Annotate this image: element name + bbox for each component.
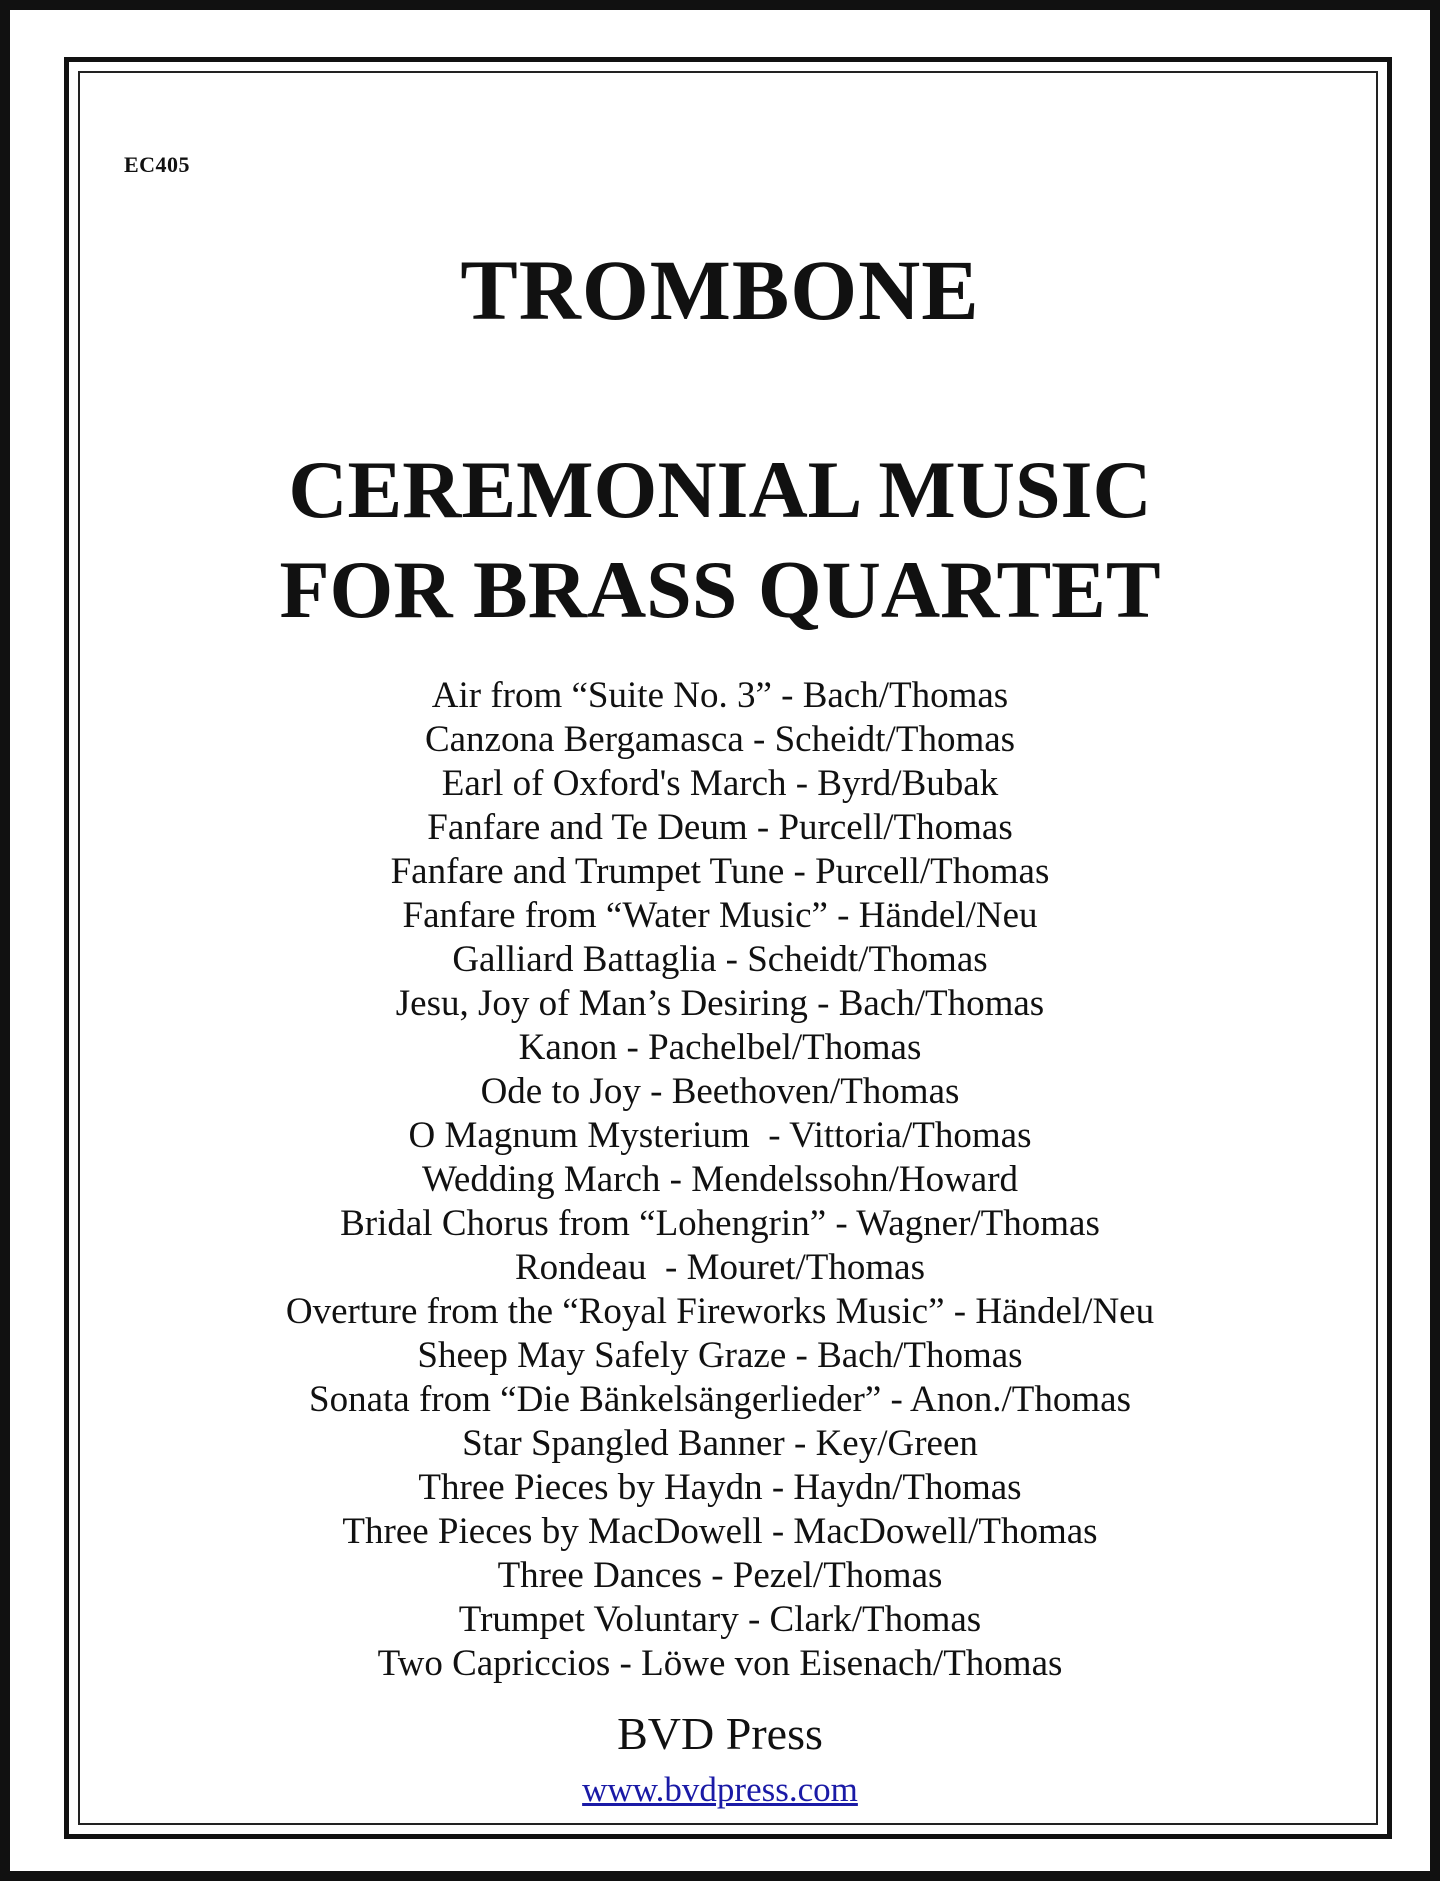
contents-item: Earl of Oxford's March - Byrd/Bubak bbox=[441, 763, 999, 804]
website-link[interactable]: www.bvdpress.com bbox=[582, 1770, 858, 1809]
contents-item: O Magnum Mysterium - Vittoria/Thomas bbox=[408, 1115, 1032, 1156]
title-line-1: CEREMONIAL MUSIC bbox=[288, 444, 1152, 535]
contents-item: Canzona Bergamasca - Scheidt/Thomas bbox=[424, 719, 1016, 760]
contents-item: Kanon - Pachelbel/Thomas bbox=[518, 1027, 922, 1068]
contents-item: Ode to Joy - Beethoven/Thomas bbox=[480, 1071, 960, 1112]
contents-item: Fanfare and Te Deum - Purcell/Thomas bbox=[427, 807, 1013, 848]
contents-item: Sonata from “Die Bänkelsängerlieder” - Anon./Thomas bbox=[309, 1379, 1131, 1420]
contents-item: Jesu, Joy of Man’s Desiring - Bach/Thomas bbox=[395, 983, 1045, 1024]
contents-item: Wedding March - Mendelssohn/Howard bbox=[421, 1159, 1019, 1200]
contents-item: Overture from the “Royal Fireworks Music” - Händel/Neu bbox=[285, 1291, 1155, 1332]
contents-item: Galliard Battaglia - Scheidt/Thomas bbox=[452, 939, 988, 980]
contents-item: Trumpet Voluntary - Clark/Thomas bbox=[458, 1599, 982, 1640]
contents-item: Fanfare from “Water Music” - Händel/Neu bbox=[402, 895, 1038, 936]
instrument-title: TROMBONE bbox=[460, 242, 980, 338]
contents-item: Three Pieces by Haydn - Haydn/Thomas bbox=[418, 1467, 1022, 1508]
contents-item: Three Dances - Pezel/Thomas bbox=[497, 1555, 943, 1596]
contents-item: Fanfare and Trumpet Tune - Purcell/Thomas bbox=[390, 851, 1050, 892]
contents-item: Star Spangled Banner - Key/Green bbox=[462, 1423, 978, 1464]
website bbox=[0, 1768, 1440, 1812]
contents-item: Two Capriccios - Löwe von Eisenach/Thomas bbox=[377, 1643, 1063, 1684]
contents-item: Bridal Chorus from “Lohengrin” - Wagner/Thomas bbox=[340, 1203, 1100, 1244]
catalog-code: EC405 bbox=[124, 152, 191, 177]
contents-item: Air from “Suite No. 3” - Bach/Thomas bbox=[431, 675, 1009, 716]
publisher-name: BVD Press bbox=[617, 1708, 823, 1759]
contents-item: Three Pieces by MacDowell - MacDowell/Thomas bbox=[342, 1511, 1098, 1552]
collection-title bbox=[0, 440, 1440, 640]
contents-item: Sheep May Safely Graze - Bach/Thomas bbox=[417, 1335, 1023, 1376]
contents-item: Rondeau - Mouret/Thomas bbox=[515, 1247, 925, 1288]
contents-list bbox=[0, 674, 1440, 1686]
title-line-2: FOR BRASS QUARTET bbox=[279, 544, 1161, 635]
